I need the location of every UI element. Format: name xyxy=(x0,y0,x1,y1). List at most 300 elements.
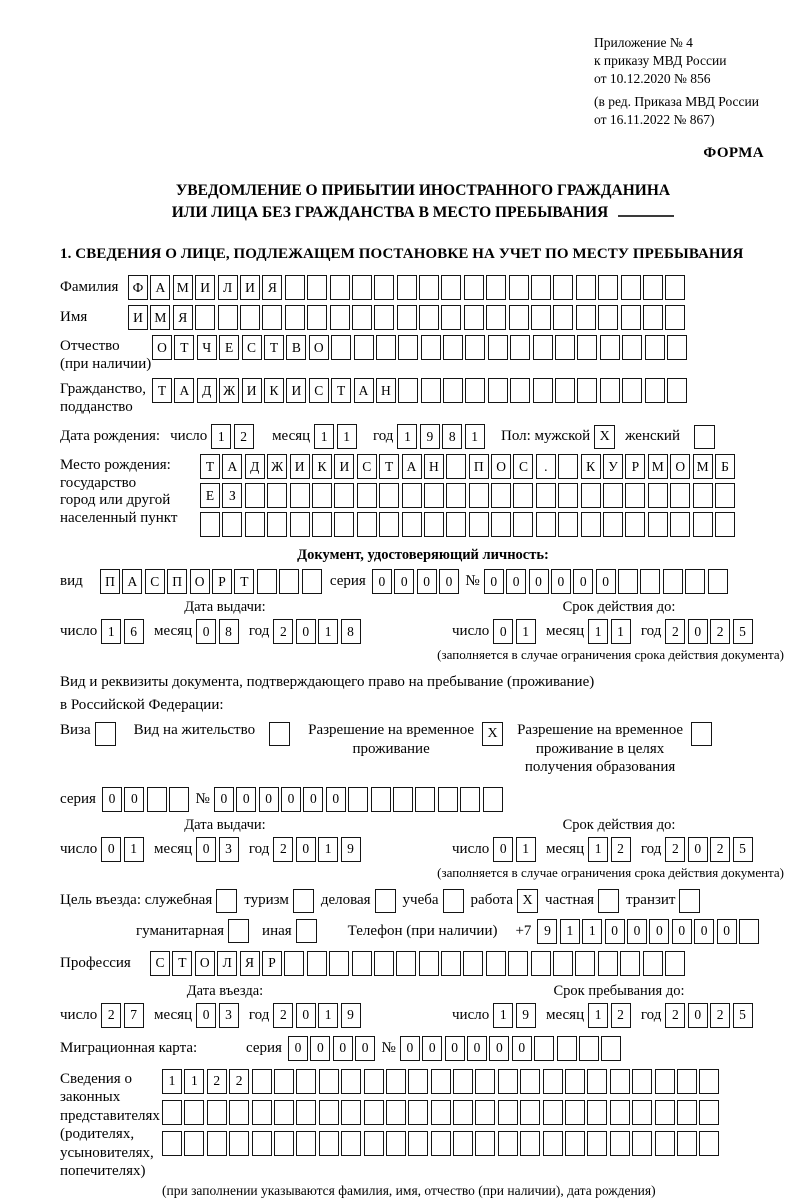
char-cell[interactable]: 0 xyxy=(717,919,737,944)
char-cell[interactable] xyxy=(469,512,489,537)
char-cell[interactable] xyxy=(667,335,687,360)
char-cell[interactable]: 5 xyxy=(733,1003,753,1028)
char-cell[interactable] xyxy=(374,951,394,976)
char-cell[interactable] xyxy=(352,305,372,330)
char-cell[interactable] xyxy=(402,512,422,537)
char-cell[interactable] xyxy=(307,305,327,330)
char-cell[interactable]: Я xyxy=(240,951,260,976)
gender-female-checkbox[interactable] xyxy=(694,425,715,449)
char-cell[interactable] xyxy=(396,951,416,976)
char-cell[interactable]: 1 xyxy=(211,424,231,449)
char-cell[interactable]: И xyxy=(286,378,306,403)
char-cell[interactable]: И xyxy=(240,275,260,300)
char-cell[interactable] xyxy=(374,305,394,330)
char-cell[interactable] xyxy=(677,1131,697,1156)
char-cell[interactable]: Т xyxy=(152,378,172,403)
char-cell[interactable]: И xyxy=(334,454,354,479)
char-cell[interactable]: М xyxy=(693,454,713,479)
char-cell[interactable]: 5 xyxy=(733,619,753,644)
char-cell[interactable] xyxy=(334,483,354,508)
char-cell[interactable]: 0 xyxy=(445,1036,465,1061)
char-cell[interactable] xyxy=(693,512,713,537)
char-cell[interactable]: 0 xyxy=(101,837,121,862)
char-cell[interactable] xyxy=(279,569,299,594)
char-cell[interactable]: 0 xyxy=(605,919,625,944)
char-cell[interactable] xyxy=(290,483,310,508)
char-cell[interactable] xyxy=(207,1131,227,1156)
char-cell[interactable]: 0 xyxy=(236,787,256,812)
char-cell[interactable]: 2 xyxy=(207,1069,227,1094)
char-cell[interactable]: Я xyxy=(262,275,282,300)
residence-permit-checkbox[interactable] xyxy=(269,722,290,746)
char-cell[interactable] xyxy=(453,1100,473,1125)
char-cell[interactable] xyxy=(491,512,511,537)
gender-male-checkbox[interactable]: X xyxy=(594,425,615,449)
char-cell[interactable] xyxy=(553,275,573,300)
purpose-business-checkbox[interactable] xyxy=(375,889,396,913)
char-cell[interactable]: Ч xyxy=(197,335,217,360)
char-cell[interactable]: 0 xyxy=(688,619,708,644)
char-cell[interactable] xyxy=(341,1069,361,1094)
char-cell[interactable]: 0 xyxy=(649,919,669,944)
char-cell[interactable]: 0 xyxy=(417,569,437,594)
char-cell[interactable]: 0 xyxy=(493,837,513,862)
char-cell[interactable]: 1 xyxy=(337,424,357,449)
char-cell[interactable] xyxy=(364,1100,384,1125)
char-cell[interactable]: Р xyxy=(212,569,232,594)
char-cell[interactable]: 1 xyxy=(516,619,536,644)
char-cell[interactable]: 0 xyxy=(439,569,459,594)
char-cell[interactable]: Ф xyxy=(128,275,148,300)
char-cell[interactable]: Ж xyxy=(267,454,287,479)
char-cell[interactable] xyxy=(509,275,529,300)
char-cell[interactable]: 0 xyxy=(214,787,234,812)
char-cell[interactable]: 1 xyxy=(318,1003,338,1028)
char-cell[interactable]: 0 xyxy=(506,569,526,594)
char-cell[interactable] xyxy=(364,1069,384,1094)
char-cell[interactable]: 0 xyxy=(355,1036,375,1061)
char-cell[interactable]: П xyxy=(100,569,120,594)
char-cell[interactable]: 0 xyxy=(124,787,144,812)
char-cell[interactable]: 0 xyxy=(102,787,122,812)
char-cell[interactable]: 0 xyxy=(394,569,414,594)
char-cell[interactable]: 2 xyxy=(611,837,631,862)
char-cell[interactable]: 0 xyxy=(596,569,616,594)
char-cell[interactable] xyxy=(643,305,663,330)
char-cell[interactable]: 1 xyxy=(184,1069,204,1094)
char-cell[interactable] xyxy=(520,1100,540,1125)
char-cell[interactable] xyxy=(408,1100,428,1125)
char-cell[interactable] xyxy=(475,1100,495,1125)
char-cell[interactable]: В xyxy=(286,335,306,360)
char-cell[interactable] xyxy=(262,305,282,330)
char-cell[interactable] xyxy=(603,483,623,508)
char-cell[interactable] xyxy=(446,483,466,508)
char-cell[interactable] xyxy=(398,335,418,360)
char-cell[interactable]: М xyxy=(173,275,193,300)
char-cell[interactable] xyxy=(620,951,640,976)
char-cell[interactable]: 0 xyxy=(303,787,323,812)
char-cell[interactable]: У xyxy=(603,454,623,479)
char-cell[interactable]: 2 xyxy=(273,619,293,644)
char-cell[interactable]: И xyxy=(128,305,148,330)
char-cell[interactable]: 0 xyxy=(688,837,708,862)
char-cell[interactable] xyxy=(670,512,690,537)
char-cell[interactable] xyxy=(643,951,663,976)
char-cell[interactable]: Е xyxy=(200,483,220,508)
char-cell[interactable]: 1 xyxy=(124,837,144,862)
char-cell[interactable] xyxy=(598,305,618,330)
char-cell[interactable] xyxy=(464,305,484,330)
char-cell[interactable] xyxy=(555,378,575,403)
char-cell[interactable]: 0 xyxy=(489,1036,509,1061)
char-cell[interactable]: Р xyxy=(262,951,282,976)
char-cell[interactable] xyxy=(184,1131,204,1156)
char-cell[interactable] xyxy=(319,1069,339,1094)
char-cell[interactable] xyxy=(520,1069,540,1094)
char-cell[interactable] xyxy=(229,1131,249,1156)
char-cell[interactable] xyxy=(302,569,322,594)
temp-residence-education-checkbox[interactable] xyxy=(691,722,712,746)
char-cell[interactable] xyxy=(610,1131,630,1156)
char-cell[interactable]: Н xyxy=(376,378,396,403)
char-cell[interactable] xyxy=(509,305,529,330)
purpose-study-checkbox[interactable] xyxy=(443,889,464,913)
char-cell[interactable] xyxy=(419,951,439,976)
char-cell[interactable] xyxy=(510,335,530,360)
char-cell[interactable] xyxy=(534,1036,554,1061)
char-cell[interactable]: Т xyxy=(174,335,194,360)
char-cell[interactable] xyxy=(531,275,551,300)
char-cell[interactable]: 0 xyxy=(296,837,316,862)
char-cell[interactable]: 8 xyxy=(219,619,239,644)
char-cell[interactable] xyxy=(460,787,480,812)
char-cell[interactable]: 6 xyxy=(124,619,144,644)
char-cell[interactable]: П xyxy=(167,569,187,594)
char-cell[interactable] xyxy=(699,1069,719,1094)
char-cell[interactable]: Л xyxy=(217,951,237,976)
char-cell[interactable]: 3 xyxy=(219,1003,239,1028)
char-cell[interactable]: 8 xyxy=(442,424,462,449)
char-cell[interactable] xyxy=(625,483,645,508)
char-cell[interactable] xyxy=(581,512,601,537)
char-cell[interactable] xyxy=(386,1131,406,1156)
char-cell[interactable]: А xyxy=(222,454,242,479)
char-cell[interactable] xyxy=(419,305,439,330)
char-cell[interactable]: О xyxy=(195,951,215,976)
char-cell[interactable]: 9 xyxy=(420,424,440,449)
char-cell[interactable]: Т xyxy=(264,335,284,360)
char-cell[interactable]: О xyxy=(309,335,329,360)
char-cell[interactable]: 9 xyxy=(341,1003,361,1028)
char-cell[interactable]: С xyxy=(145,569,165,594)
char-cell[interactable] xyxy=(665,305,685,330)
char-cell[interactable] xyxy=(498,1131,518,1156)
char-cell[interactable] xyxy=(446,454,466,479)
char-cell[interactable]: 0 xyxy=(467,1036,487,1061)
char-cell[interactable] xyxy=(475,1069,495,1094)
char-cell[interactable] xyxy=(252,1131,272,1156)
char-cell[interactable] xyxy=(284,951,304,976)
char-cell[interactable] xyxy=(290,512,310,537)
char-cell[interactable] xyxy=(486,305,506,330)
char-cell[interactable]: 0 xyxy=(493,619,513,644)
char-cell[interactable]: 0 xyxy=(326,787,346,812)
char-cell[interactable] xyxy=(508,951,528,976)
char-cell[interactable]: 1 xyxy=(465,424,485,449)
char-cell[interactable] xyxy=(218,305,238,330)
char-cell[interactable] xyxy=(431,1100,451,1125)
char-cell[interactable]: С xyxy=(150,951,170,976)
char-cell[interactable] xyxy=(398,378,418,403)
char-cell[interactable]: 8 xyxy=(341,619,361,644)
char-cell[interactable]: 5 xyxy=(733,837,753,862)
char-cell[interactable] xyxy=(625,512,645,537)
char-cell[interactable] xyxy=(645,378,665,403)
char-cell[interactable] xyxy=(379,512,399,537)
char-cell[interactable]: А xyxy=(402,454,422,479)
char-cell[interactable]: 1 xyxy=(318,619,338,644)
char-cell[interactable]: 1 xyxy=(162,1069,182,1094)
char-cell[interactable] xyxy=(329,951,349,976)
char-cell[interactable] xyxy=(665,275,685,300)
char-cell[interactable] xyxy=(533,378,553,403)
purpose-transit-checkbox[interactable] xyxy=(679,889,700,913)
char-cell[interactable]: А xyxy=(354,378,374,403)
char-cell[interactable] xyxy=(397,305,417,330)
char-cell[interactable]: Н xyxy=(424,454,444,479)
char-cell[interactable] xyxy=(621,275,641,300)
char-cell[interactable] xyxy=(441,305,461,330)
char-cell[interactable] xyxy=(441,951,461,976)
char-cell[interactable]: М xyxy=(648,454,668,479)
char-cell[interactable] xyxy=(667,378,687,403)
char-cell[interactable] xyxy=(312,512,332,537)
char-cell[interactable] xyxy=(438,787,458,812)
char-cell[interactable] xyxy=(312,483,332,508)
char-cell[interactable] xyxy=(296,1131,316,1156)
char-cell[interactable] xyxy=(296,1069,316,1094)
char-cell[interactable] xyxy=(598,951,618,976)
char-cell[interactable] xyxy=(558,454,578,479)
char-cell[interactable]: О xyxy=(190,569,210,594)
char-cell[interactable] xyxy=(285,305,305,330)
char-cell[interactable]: К xyxy=(264,378,284,403)
char-cell[interactable]: 2 xyxy=(273,837,293,862)
char-cell[interactable]: О xyxy=(152,335,172,360)
char-cell[interactable] xyxy=(543,1131,563,1156)
char-cell[interactable]: Р xyxy=(625,454,645,479)
char-cell[interactable]: 0 xyxy=(688,1003,708,1028)
char-cell[interactable]: 2 xyxy=(665,619,685,644)
purpose-other-checkbox[interactable] xyxy=(296,919,317,943)
char-cell[interactable] xyxy=(575,951,595,976)
char-cell[interactable] xyxy=(408,1131,428,1156)
char-cell[interactable] xyxy=(352,951,372,976)
char-cell[interactable] xyxy=(465,378,485,403)
temp-residence-checkbox[interactable]: X xyxy=(482,722,503,746)
char-cell[interactable] xyxy=(195,305,215,330)
char-cell[interactable]: З xyxy=(222,483,242,508)
char-cell[interactable] xyxy=(622,335,642,360)
char-cell[interactable]: С xyxy=(357,454,377,479)
char-cell[interactable]: И xyxy=(242,378,262,403)
char-cell[interactable]: 0 xyxy=(400,1036,420,1061)
char-cell[interactable] xyxy=(632,1069,652,1094)
char-cell[interactable] xyxy=(536,512,556,537)
char-cell[interactable] xyxy=(483,787,503,812)
char-cell[interactable]: К xyxy=(581,454,601,479)
char-cell[interactable] xyxy=(610,1100,630,1125)
char-cell[interactable] xyxy=(513,483,533,508)
char-cell[interactable] xyxy=(267,512,287,537)
char-cell[interactable] xyxy=(655,1131,675,1156)
char-cell[interactable]: 0 xyxy=(529,569,549,594)
char-cell[interactable] xyxy=(443,378,463,403)
char-cell[interactable] xyxy=(655,1069,675,1094)
char-cell[interactable] xyxy=(632,1131,652,1156)
char-cell[interactable]: А xyxy=(174,378,194,403)
char-cell[interactable] xyxy=(621,305,641,330)
char-cell[interactable] xyxy=(715,483,735,508)
char-cell[interactable] xyxy=(207,1100,227,1125)
char-cell[interactable]: 0 xyxy=(310,1036,330,1061)
char-cell[interactable]: Л xyxy=(218,275,238,300)
char-cell[interactable] xyxy=(587,1100,607,1125)
char-cell[interactable]: 2 xyxy=(710,1003,730,1028)
char-cell[interactable] xyxy=(632,1100,652,1125)
char-cell[interactable] xyxy=(402,483,422,508)
char-cell[interactable] xyxy=(376,335,396,360)
purpose-humanitarian-checkbox[interactable] xyxy=(228,919,249,943)
char-cell[interactable] xyxy=(319,1131,339,1156)
char-cell[interactable]: П xyxy=(469,454,489,479)
char-cell[interactable] xyxy=(618,569,638,594)
char-cell[interactable]: Д xyxy=(197,378,217,403)
char-cell[interactable] xyxy=(665,951,685,976)
char-cell[interactable] xyxy=(357,483,377,508)
char-cell[interactable] xyxy=(379,483,399,508)
char-cell[interactable]: 2 xyxy=(665,1003,685,1028)
char-cell[interactable]: 1 xyxy=(516,837,536,862)
char-cell[interactable] xyxy=(715,512,735,537)
char-cell[interactable] xyxy=(222,512,242,537)
char-cell[interactable] xyxy=(443,335,463,360)
char-cell[interactable]: 1 xyxy=(560,919,580,944)
char-cell[interactable] xyxy=(267,483,287,508)
char-cell[interactable]: Ж xyxy=(219,378,239,403)
char-cell[interactable] xyxy=(565,1131,585,1156)
char-cell[interactable] xyxy=(610,1069,630,1094)
char-cell[interactable]: К xyxy=(312,454,332,479)
char-cell[interactable] xyxy=(670,483,690,508)
char-cell[interactable] xyxy=(475,1131,495,1156)
purpose-official-checkbox[interactable] xyxy=(216,889,237,913)
char-cell[interactable] xyxy=(581,483,601,508)
char-cell[interactable]: 1 xyxy=(588,1003,608,1028)
char-cell[interactable]: 2 xyxy=(234,424,254,449)
char-cell[interactable]: 2 xyxy=(665,837,685,862)
char-cell[interactable] xyxy=(598,275,618,300)
char-cell[interactable]: И xyxy=(195,275,215,300)
char-cell[interactable] xyxy=(245,483,265,508)
char-cell[interactable]: 0 xyxy=(288,1036,308,1061)
char-cell[interactable]: 0 xyxy=(672,919,692,944)
char-cell[interactable] xyxy=(296,1100,316,1125)
char-cell[interactable]: Е xyxy=(219,335,239,360)
char-cell[interactable] xyxy=(386,1100,406,1125)
char-cell[interactable]: 0 xyxy=(627,919,647,944)
char-cell[interactable] xyxy=(371,787,391,812)
char-cell[interactable] xyxy=(274,1100,294,1125)
char-cell[interactable] xyxy=(408,1069,428,1094)
char-cell[interactable] xyxy=(663,569,683,594)
char-cell[interactable]: Т xyxy=(379,454,399,479)
char-cell[interactable] xyxy=(453,1131,473,1156)
char-cell[interactable] xyxy=(555,335,575,360)
char-cell[interactable] xyxy=(386,1069,406,1094)
char-cell[interactable]: 2 xyxy=(273,1003,293,1028)
char-cell[interactable] xyxy=(576,275,596,300)
char-cell[interactable] xyxy=(565,1100,585,1125)
char-cell[interactable] xyxy=(600,335,620,360)
char-cell[interactable] xyxy=(446,512,466,537)
char-cell[interactable] xyxy=(421,378,441,403)
char-cell[interactable]: 0 xyxy=(196,837,216,862)
char-cell[interactable] xyxy=(640,569,660,594)
char-cell[interactable] xyxy=(415,787,435,812)
char-cell[interactable] xyxy=(533,335,553,360)
char-cell[interactable]: 1 xyxy=(314,424,334,449)
char-cell[interactable]: С xyxy=(513,454,533,479)
char-cell[interactable]: 1 xyxy=(397,424,417,449)
char-cell[interactable] xyxy=(397,275,417,300)
char-cell[interactable]: Т xyxy=(172,951,192,976)
char-cell[interactable] xyxy=(162,1100,182,1125)
char-cell[interactable] xyxy=(622,378,642,403)
char-cell[interactable]: А xyxy=(150,275,170,300)
char-cell[interactable]: 1 xyxy=(493,1003,513,1028)
char-cell[interactable]: 9 xyxy=(537,919,557,944)
char-cell[interactable]: Я xyxy=(173,305,193,330)
char-cell[interactable] xyxy=(319,1100,339,1125)
char-cell[interactable] xyxy=(307,275,327,300)
char-cell[interactable] xyxy=(330,305,350,330)
char-cell[interactable]: 1 xyxy=(582,919,602,944)
char-cell[interactable] xyxy=(699,1131,719,1156)
char-cell[interactable] xyxy=(465,335,485,360)
char-cell[interactable] xyxy=(543,1100,563,1125)
char-cell[interactable] xyxy=(558,512,578,537)
char-cell[interactable] xyxy=(469,483,489,508)
char-cell[interactable] xyxy=(441,275,461,300)
char-cell[interactable] xyxy=(229,1100,249,1125)
char-cell[interactable] xyxy=(147,787,167,812)
char-cell[interactable] xyxy=(510,378,530,403)
char-cell[interactable]: М xyxy=(150,305,170,330)
char-cell[interactable]: 1 xyxy=(588,837,608,862)
char-cell[interactable]: 7 xyxy=(124,1003,144,1028)
char-cell[interactable] xyxy=(520,1131,540,1156)
char-cell[interactable] xyxy=(576,305,596,330)
purpose-private-checkbox[interactable] xyxy=(598,889,619,913)
purpose-work-checkbox[interactable]: X xyxy=(517,889,538,913)
char-cell[interactable] xyxy=(421,335,441,360)
char-cell[interactable] xyxy=(677,1069,697,1094)
char-cell[interactable] xyxy=(603,512,623,537)
char-cell[interactable] xyxy=(498,1069,518,1094)
char-cell[interactable] xyxy=(553,305,573,330)
